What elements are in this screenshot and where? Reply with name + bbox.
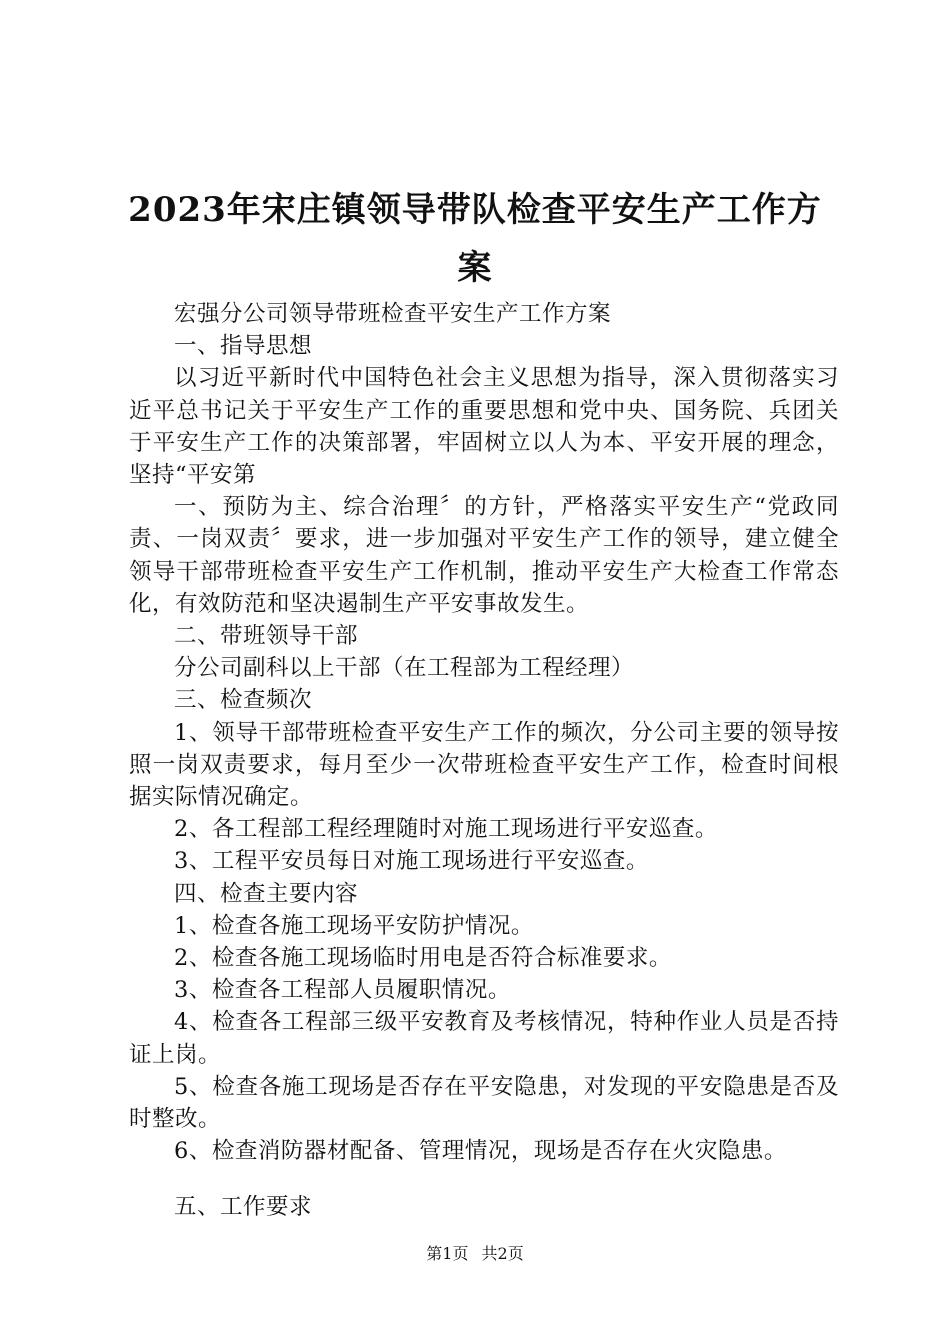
list-item-frequency-2: 2、各工程部工程经理随时对施工现场进行平安巡查。	[174, 816, 718, 843]
section-heading-guiding-ideology: 一、指导思想	[174, 333, 313, 360]
page-footer	[0, 1244, 950, 1264]
section-heading-frequency: 三、检查频次	[174, 687, 313, 714]
list-item-content-1: 1、检查各施工现场平安防护情况。	[174, 912, 534, 939]
list-item-content-4: 4、检查各工程部三级平安教育及考核情况，特种作业人员是否持证上岗。	[129, 1009, 839, 1068]
section-heading-inspection-content: 四、检查主要内容	[174, 880, 359, 907]
paragraph-guiding-ideology-continued: 一、预防为主、综合治理〞的方针，严格落实平安生产“党政同责、一岗双责〞要求，进一步加强对平安生产工作的领导，建立健全领导干部带班检查平安生产工作机制，推动平安生产大检查工作常态化，有效防范和坚决遏制生产平安事故发生。	[129, 494, 839, 617]
list-item-content-2: 2、检查各施工现场临时用电是否符合标准要求。	[174, 945, 672, 972]
document-title-line-1: 2023年宋庄镇领导带队检查平安生产工作方	[128, 190, 822, 230]
page-number: 第1页	[426, 1244, 469, 1263]
page-total: 共2页	[481, 1244, 524, 1263]
list-item-content-6: 6、检查消防器材配备、管理情况，现场是否存在火灾隐患。	[174, 1138, 787, 1165]
list-item-frequency-3: 3、工程平安员每日对施工现场进行平安巡查。	[174, 848, 649, 875]
paragraph-guiding-ideology: 以习近平新时代中国特色社会主义思想为指导，深入贯彻落实习近平总书记关于平安生产工作的重要思想和党中央、国务院、兵团关于平安生产工作的决策部署，牢固树立以人为本、平安开展的理念，坚持“平安第	[129, 365, 839, 489]
document-body	[129, 298, 839, 1224]
list-item-content-5: 5、检查各施工现场是否存在平安隐患，对发现的平安隐患是否及时整改。	[129, 1073, 839, 1133]
list-item-content-3: 3、检查各工程部人员履职情况。	[174, 977, 511, 1004]
section-heading-leaders: 二、带班领导干部	[174, 623, 359, 650]
section-heading-work-requirements: 五、工作要求	[174, 1194, 313, 1221]
paragraph-leaders: 分公司副科以上干部（在工程部为工程经理）	[174, 655, 635, 682]
list-item-frequency-1: 1、领导干部带班检查平安生产工作的频次，分公司主要的领导按照一岗双责要求，每月至少一次带班检查平安生产工作，检查时间根据实际情况确定。	[129, 719, 839, 811]
document-title-line-2: 案	[457, 248, 493, 288]
paragraph-subtitle: 宏强分公司领导带班检查平安生产工作方案	[174, 301, 612, 327]
